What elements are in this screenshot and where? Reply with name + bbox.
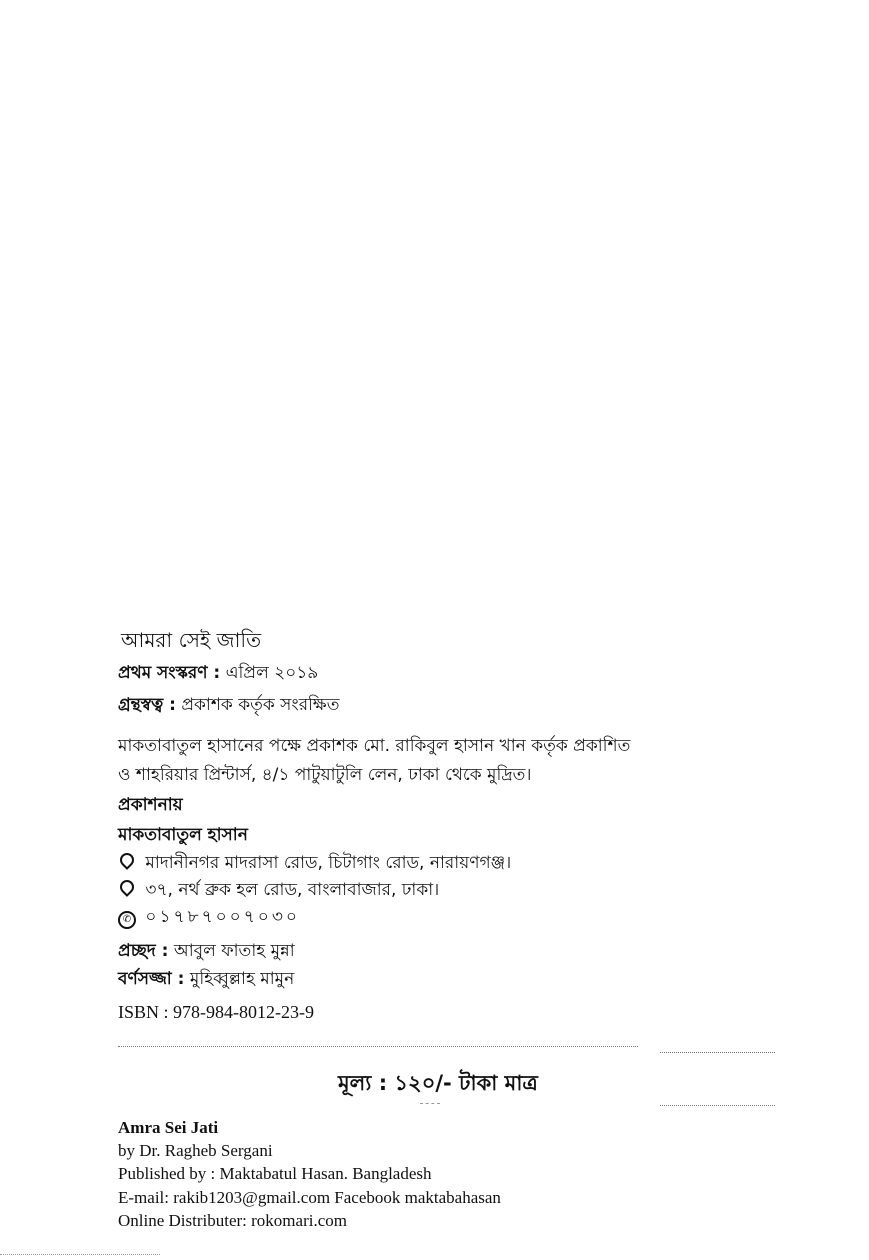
address-2: ৩৭, নর্থ ব্রুক হল রোড, বাংলাবাজার, ঢাকা। — [145, 880, 440, 900]
publishing-heading: প্রকাশনায় — [118, 795, 183, 815]
divider-top-left — [118, 1046, 638, 1047]
publisher-statement-line2: ও শাহরিয়ার প্রিন্টার্স, ৪/১ পাটুয়াটুলি লেন, ঢাকা থেকে মুদ্রিত। — [118, 765, 532, 785]
typesetting-value: মুহিব্বুল্লাহ মামুন — [189, 969, 295, 989]
copyright-label: গ্রন্থস্বত্ব : — [118, 695, 176, 715]
address-1: মাদানীনগর মাদরাসা রোড, চিটাগাং রোড, নারায়ণগঞ্জ। — [145, 853, 512, 873]
english-contact: E-mail: rakib1203@gmail.com Facebook maktabahasan — [118, 1188, 501, 1207]
address-row-2 — [118, 877, 439, 905]
copyright-value: প্রকাশক কর্তৃক সংরক্ষিত — [181, 695, 340, 715]
isbn: ISBN : 978-984-8012-23-9 — [118, 1002, 314, 1022]
publisher-statement-line1: মাকতাবাতুল হাসানের পক্ষে প্রকাশক মো. রাকিবুল হাসান খান কর্তৃক প্রকাশিত — [118, 736, 631, 756]
typesetting-row — [118, 966, 294, 994]
divider-top-right — [660, 1052, 775, 1053]
cover-value: আবুল ফাতাহ মুন্না — [173, 941, 295, 961]
english-distributor: Online Distributer: rokomari.com — [118, 1211, 347, 1230]
copyright-row — [118, 692, 339, 720]
english-author: by Dr. Ragheb Sergani — [118, 1141, 273, 1160]
scan-edge-mark — [0, 1254, 160, 1255]
edition-value: এপ্রিল ২০১৯ — [225, 663, 319, 683]
phone-icon: ✆ — [118, 907, 136, 929]
cover-row — [118, 938, 295, 966]
english-title: Amra Sei Jati — [118, 1118, 219, 1137]
divider-bottom-right — [660, 1105, 775, 1106]
location-pin-icon — [118, 853, 136, 873]
typesetting-label: বর্ণসজ্জা : — [118, 969, 185, 989]
location-pin-icon — [118, 880, 136, 900]
book-title: আমরা সেই জাতি — [121, 628, 262, 652]
english-published-by: Published by : Maktabatul Hasan. Bangladesh — [118, 1164, 432, 1183]
cover-label: প্রচ্ছদ : — [118, 941, 169, 961]
address-row-1 — [118, 850, 511, 878]
publisher-name: মাকতাবাতুল হাসান — [118, 825, 248, 845]
price: মূল্য : ১২০/- টাকা মাত্র — [338, 1071, 538, 1095]
phone-number: ০১৭৮৭০০৭০৩০ — [145, 907, 300, 927]
edition-label: প্রথম সংস্করণ : — [118, 663, 221, 683]
divider-mid — [420, 1103, 440, 1104]
phone-row — [118, 904, 300, 932]
edition-row — [118, 660, 318, 688]
